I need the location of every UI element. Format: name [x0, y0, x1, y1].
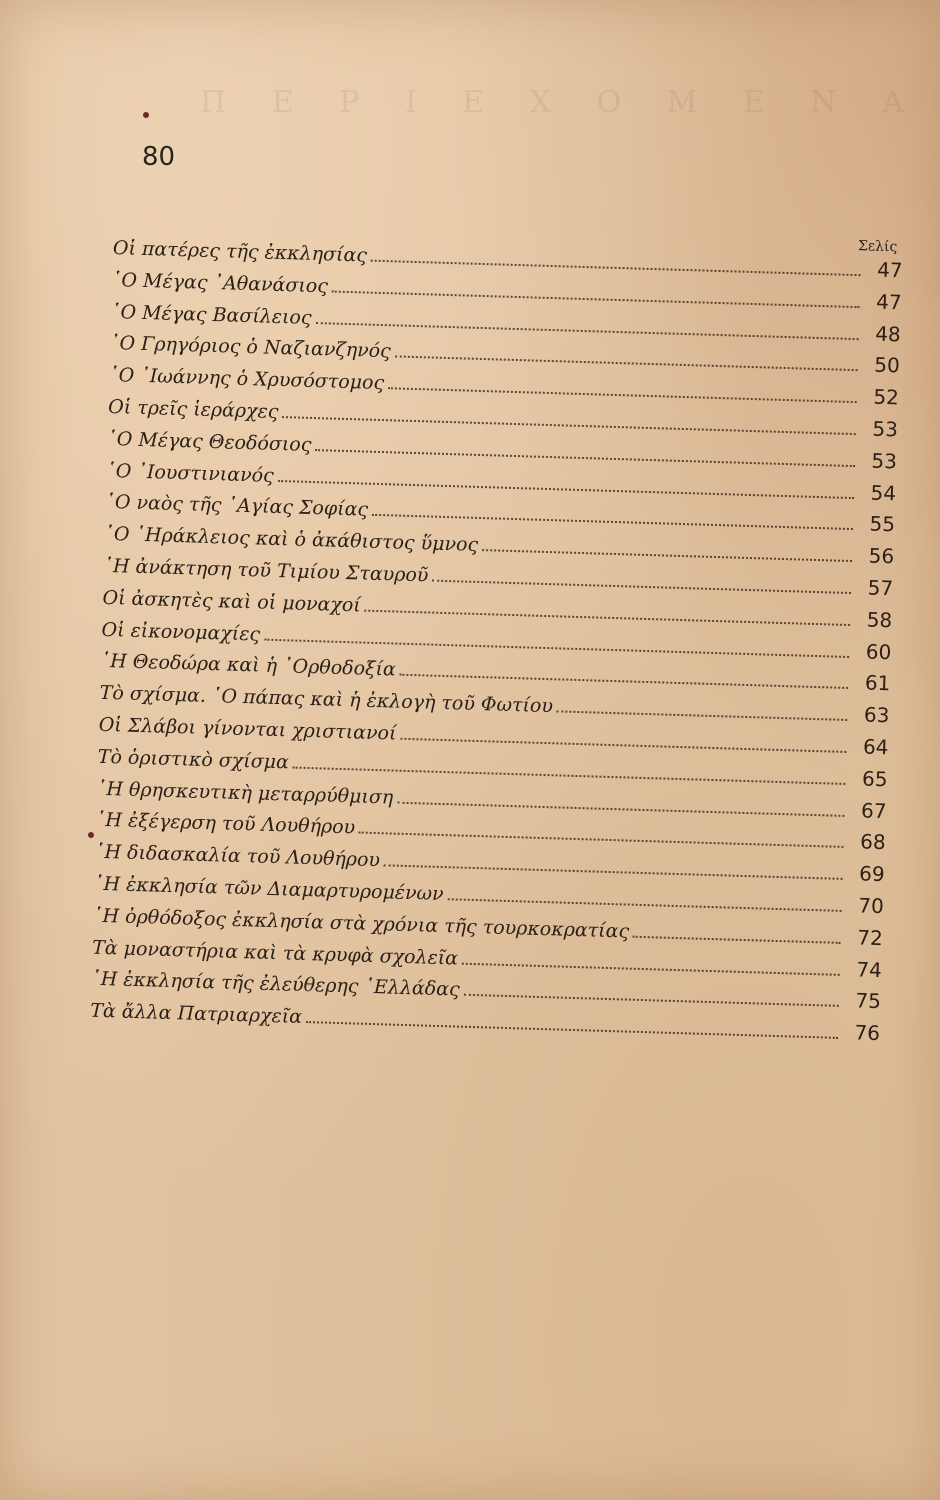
dot-leader	[462, 962, 840, 975]
dot-leader	[557, 711, 848, 722]
toc-entry-page: 50	[873, 353, 901, 378]
toc-entry-page: 52	[873, 384, 900, 410]
page-number: 80	[142, 142, 176, 172]
toc-entry-page: 75	[855, 988, 882, 1014]
toc-entry-title: ῾Η ἐκκλησία τῆς ἐλεύθερης ῾Ελλάδας	[90, 967, 460, 1001]
toc-entry-page: 47	[875, 289, 903, 315]
table-of-contents	[89, 212, 904, 1046]
toc-entry-page: 53	[872, 416, 899, 442]
toc-entry-title: Οἱ εἰκονομαχίες	[101, 618, 261, 646]
toc-entry-title: Τὰ μοναστήρια καὶ τὰ κρυφὰ σχολεῖα	[91, 936, 459, 970]
toc-entry-page: 76	[854, 1020, 881, 1046]
toc-entry-title: Τὸ σχίσμα. ῾Ο πάπας καὶ ἡ ἐκλογὴ τοῦ Φωτίου	[99, 681, 554, 718]
toc-entries	[90, 232, 903, 1050]
toc-entry-title: ῾Η ἐκκλησία τῶν Διαμαρτυρομένων	[93, 872, 444, 906]
toc-entry-page: 47	[876, 257, 903, 283]
ink-speck	[88, 832, 94, 838]
ink-speck	[143, 112, 149, 118]
toc-entry-title: ῾Ο ᾿Ιωάννης ὁ Χρυσόστομος	[108, 364, 385, 395]
toc-entry-page: 74	[856, 956, 883, 982]
toc-entry-title: ῾Η ἐξέγερση τοῦ Λουθήρου	[95, 809, 356, 839]
toc-entry-title: Τὰ ἄλλα Πατριαρχεῖα	[89, 999, 303, 1029]
toc-entry-page: 57	[867, 575, 894, 601]
toc-entry-title: ῾Ο Μέγας Θεοδόσιος	[106, 427, 312, 456]
dot-leader	[633, 935, 841, 943]
toc-entry-page: 61	[864, 670, 891, 696]
toc-entry-page: 58	[866, 607, 893, 633]
toc-entry-page: 55	[869, 511, 896, 537]
dot-leader	[463, 994, 838, 1007]
toc-entry-title: Τὸ ὁριστικὸ σχίσμα	[97, 745, 290, 774]
dot-leader	[482, 549, 852, 562]
toc-entry-title: Οἱ Σλάβοι γίνονται χριστιανοί	[98, 713, 397, 745]
toc-entry-title: ῾Η ὀρθόδοξος ἐκκλησία στὰ χρόνια τῆς τουρκοκρατίας	[92, 904, 630, 943]
toc-entry-page: 68	[859, 829, 886, 855]
toc-entry-page: 72	[857, 925, 884, 950]
toc-entry-title: Οἱ πατέρες τῆς ἐκκλησίας	[112, 236, 368, 267]
show-through-heading: Π Ε Ρ Ι Ε Χ Ο Μ Ε Ν Α	[200, 85, 922, 120]
toc-entry-page: 48	[874, 321, 902, 346]
toc-entry-page: 67	[860, 797, 887, 823]
toc-entry-page: 65	[861, 766, 888, 791]
toc-entry-title: ῾Η ἀνάκτηση τοῦ Τιμίου Σταυροῦ	[103, 554, 429, 587]
toc-entry-page: 53	[871, 448, 898, 474]
toc-entry-title: ῾Ο Μέγας ᾿Αθανάσιος	[111, 268, 329, 298]
toc-entry-title: ῾Ο ᾿Ιουστινιανός	[106, 459, 275, 487]
toc-entry-title: ῾Ο ναὸς τῆς ῾Αγίας Σοφίας	[105, 491, 369, 522]
dot-leader	[306, 1021, 838, 1039]
toc-entry-title: ῾Ο Γρηγόριος ὁ Ναζιανζηνός	[109, 332, 392, 363]
toc-entry-page: 63	[863, 702, 890, 728]
toc-entry-page: 64	[862, 734, 889, 760]
toc-entry-title: Οἱ ἀσκητὲς καὶ οἱ μοναχοί	[102, 586, 362, 617]
toc-entry-page: 60	[865, 639, 892, 664]
toc-entry-title: Οἱ τρεῖς ἱεράρχες	[107, 395, 279, 423]
dot-leader	[432, 580, 851, 594]
toc-entry-title: ῾Ο ῾Ηράκλειος καὶ ὁ ἀκάθιστος ὕμνος	[104, 523, 479, 557]
dot-leader	[447, 898, 841, 912]
toc-entry-title: ῾Η διδασκαλία τοῦ Λουθήρου	[94, 840, 381, 872]
page-column-header: Σελίς	[857, 238, 898, 256]
toc-entry-page: 69	[858, 861, 886, 887]
toc-entry-title: ῾Η Θεοδώρα καὶ ἡ ᾿Ορθοδοξία	[100, 650, 397, 681]
toc-entry-title: ῾Ο Μέγας Βασίλειος	[110, 300, 312, 329]
toc-entry-page: 54	[870, 480, 897, 505]
toc-entry-page: 70	[857, 893, 885, 919]
toc-entry-page: 56	[868, 543, 895, 569]
toc-entry-title: ῾Η θρησκευτικὴ μεταρρύθμιση	[96, 777, 394, 809]
